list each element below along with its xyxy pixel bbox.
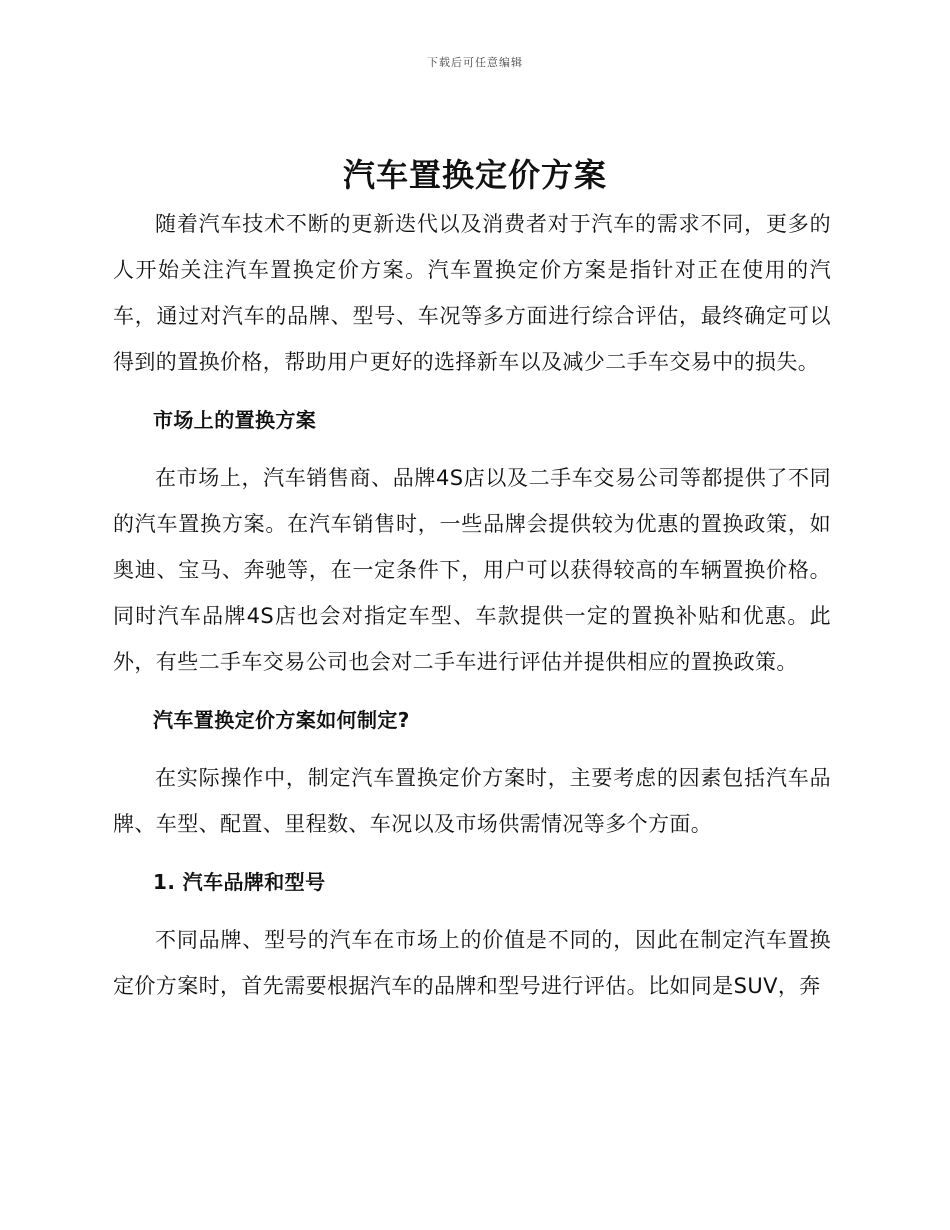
section-heading-how: 汽车置换定价方案如何制定?: [153, 708, 410, 732]
how-paragraph: 在实际操作中，制定汽车置换定价方案时，主要考虑的因素包括汽车品牌、车型、配置、里程数、车况以及市场供需情况等多个方面。: [113, 766, 831, 836]
intro-paragraph: 随着汽车技术不断的更新迭代以及消费者对于汽车的需求不同，更多的人开始关注汽车置换定价方案。汽车置换定价方案是指针对正在使用的汽车，通过对汽车的品牌、型号、车况等多方面进行综合评估，最终确定可以得到的置换价格，帮助用户更好的选择新车以及减少二手车交易中的损失。: [113, 212, 831, 374]
section-heading-market: 市场上的置换方案: [153, 408, 317, 432]
document-body: [113, 201, 831, 1009]
brand-paragraph: 不同品牌、型号的汽车在市场上的价值是不同的，因此在制定汽车置换定价方案时，首先需要根据汽车的品牌和型号进行评估。比如同是SUV，奔: [113, 928, 831, 998]
section-heading-brand: 1. 汽车品牌和型号: [153, 870, 326, 894]
document-title: 汽车置换定价方案: [342, 156, 607, 194]
header-note: 下载后可任意编辑: [427, 56, 523, 69]
market-paragraph: 在市场上，汽车销售商、品牌4S店以及二手车交易公司等都提供了不同的汽车置换方案。在汽车销售时，一些品牌会提供较为优惠的置换政策，如奥迪、宝马、奔驰等，在一定条件下，用户可以获得较高的车辆置换价格。同时汽车品牌4S店也会对指定车型、车款提供一定的置换补贴和优惠。此外，有些二手车交易公司也会对二手车进行评估并提供相应的置换政策。: [113, 466, 831, 674]
